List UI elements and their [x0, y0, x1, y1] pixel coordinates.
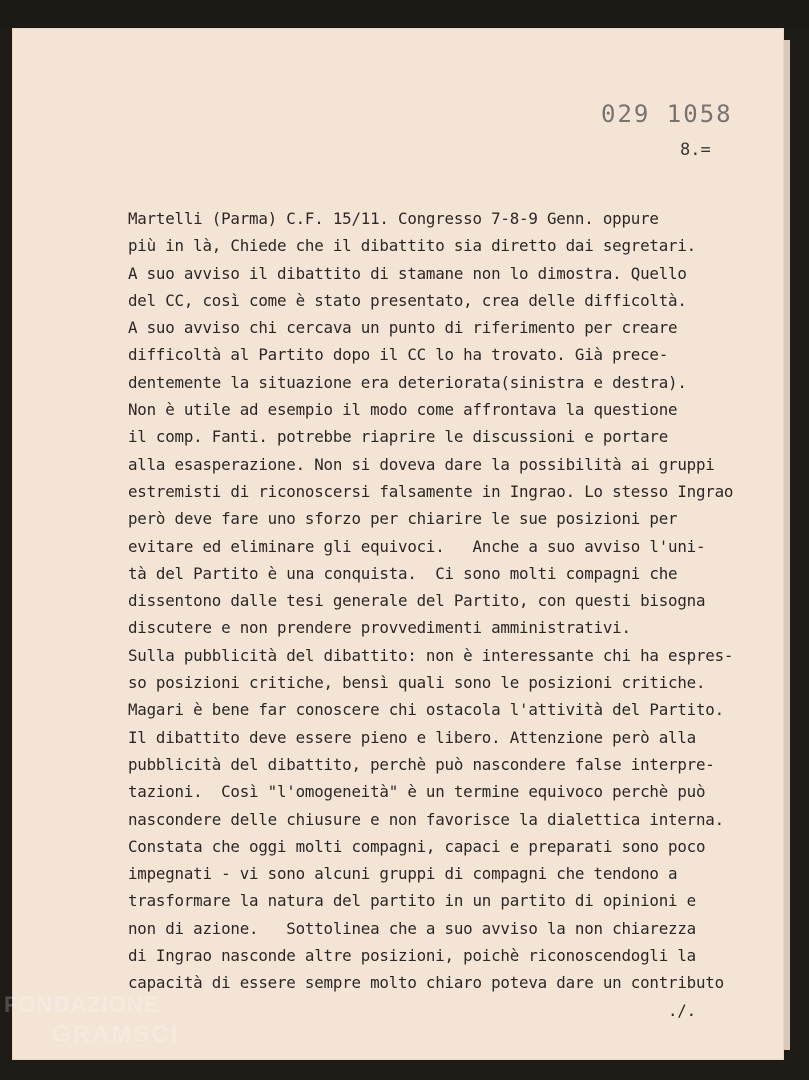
typed-text: [128, 205, 768, 1024]
text-line: Sulla pubblicità del dibattito: non è interessante chi ha espres-: [128, 645, 734, 665]
archive-watermark: [4, 990, 179, 1050]
text-line: Non è utile ad esempio il modo come affrontava la questione: [128, 400, 678, 420]
text-line: A suo avviso chi cercava un punto di riferimento per creare: [128, 318, 678, 338]
text-line: nascondere delle chiusure e non favorisce la dialettica interna.: [128, 809, 724, 829]
text-line: del CC, così come è stato presentato, crea delle difficoltà.: [128, 290, 687, 310]
text-line: evitare ed eliminare gli equivoci. Anche a suo avviso l'uni-: [128, 536, 706, 556]
text-line: capacità di essere sempre molto chiaro poteva dare un contributo: [128, 973, 724, 993]
text-line: impegnati - vi sono alcuni gruppi di compagni che tendono a: [128, 864, 678, 884]
text-line: dentemente la situazione era deteriorata(sinistra e destra).: [128, 372, 687, 392]
text-line: Constata che oggi molti compagni, capaci e preparati sono poco: [128, 836, 706, 856]
text-line: dissentono dalle tesi generale del Partito, con questi bisogna: [128, 591, 706, 611]
text-line: più in là, Chiede che il dibattito sia diretto dai segretari.: [128, 236, 696, 256]
text-line: tazioni. Così "l'omogeneità" è un termine equivoco perchè può: [128, 782, 706, 802]
text-line: di Ingrao nasconde altre posizioni, poichè riconoscendogli la: [128, 946, 696, 966]
text-line: discutere e non prendere provvedimenti amministrativi.: [128, 618, 631, 638]
text-line: trasformare la natura del partito in un partito di opinioni e: [128, 891, 696, 911]
text-line: alla esasperazione. Non si doveva dare la possibilità ai gruppi: [128, 454, 715, 474]
page-number: 8.=: [680, 140, 711, 160]
page-edge: [784, 40, 790, 1050]
text-line: difficoltà al Partito dopo il CC lo ha trovato. Già prece-: [128, 345, 669, 365]
text-line: il comp. Fanti. potrebbe riaprire le discussioni e portare: [128, 427, 669, 447]
text-line: però deve fare uno sforzo per chiarire le sue posizioni per: [128, 509, 678, 529]
text-line: tà del Partito è una conquista. Ci sono molti compagni che: [128, 563, 678, 583]
text-line: A suo avviso il dibattito di stamane non lo dimostra. Quello: [128, 263, 687, 283]
text-line: pubblicità del dibattito, perchè può nascondere false interpre-: [128, 754, 715, 774]
continuation-mark: ./.: [668, 1000, 696, 1020]
text-line: non di azione. Sottolinea che a suo avviso la non chiarezza: [128, 918, 696, 938]
text-line: Il dibattito deve essere pieno e libero. Attenzione però alla: [128, 727, 696, 747]
text-line: Magari è bene far conoscere chi ostacola l'attività del Partito.: [128, 700, 724, 720]
archive-number: 029 1058: [601, 100, 733, 128]
scan-border: [0, 0, 809, 28]
watermark-line-1: FONDAZIONE: [4, 992, 160, 1017]
text-line: estremisti di riconoscersi falsamente in Ingrao. Lo stesso Ingrao: [128, 481, 734, 501]
watermark-line-2: GRAMSCI: [52, 1021, 180, 1048]
text-line: so posizioni critiche, bensì quali sono le posizioni critiche.: [128, 673, 706, 693]
text-line: Martelli (Parma) C.F. 15/11. Congresso 7-8-9 Genn. oppure: [128, 209, 659, 228]
